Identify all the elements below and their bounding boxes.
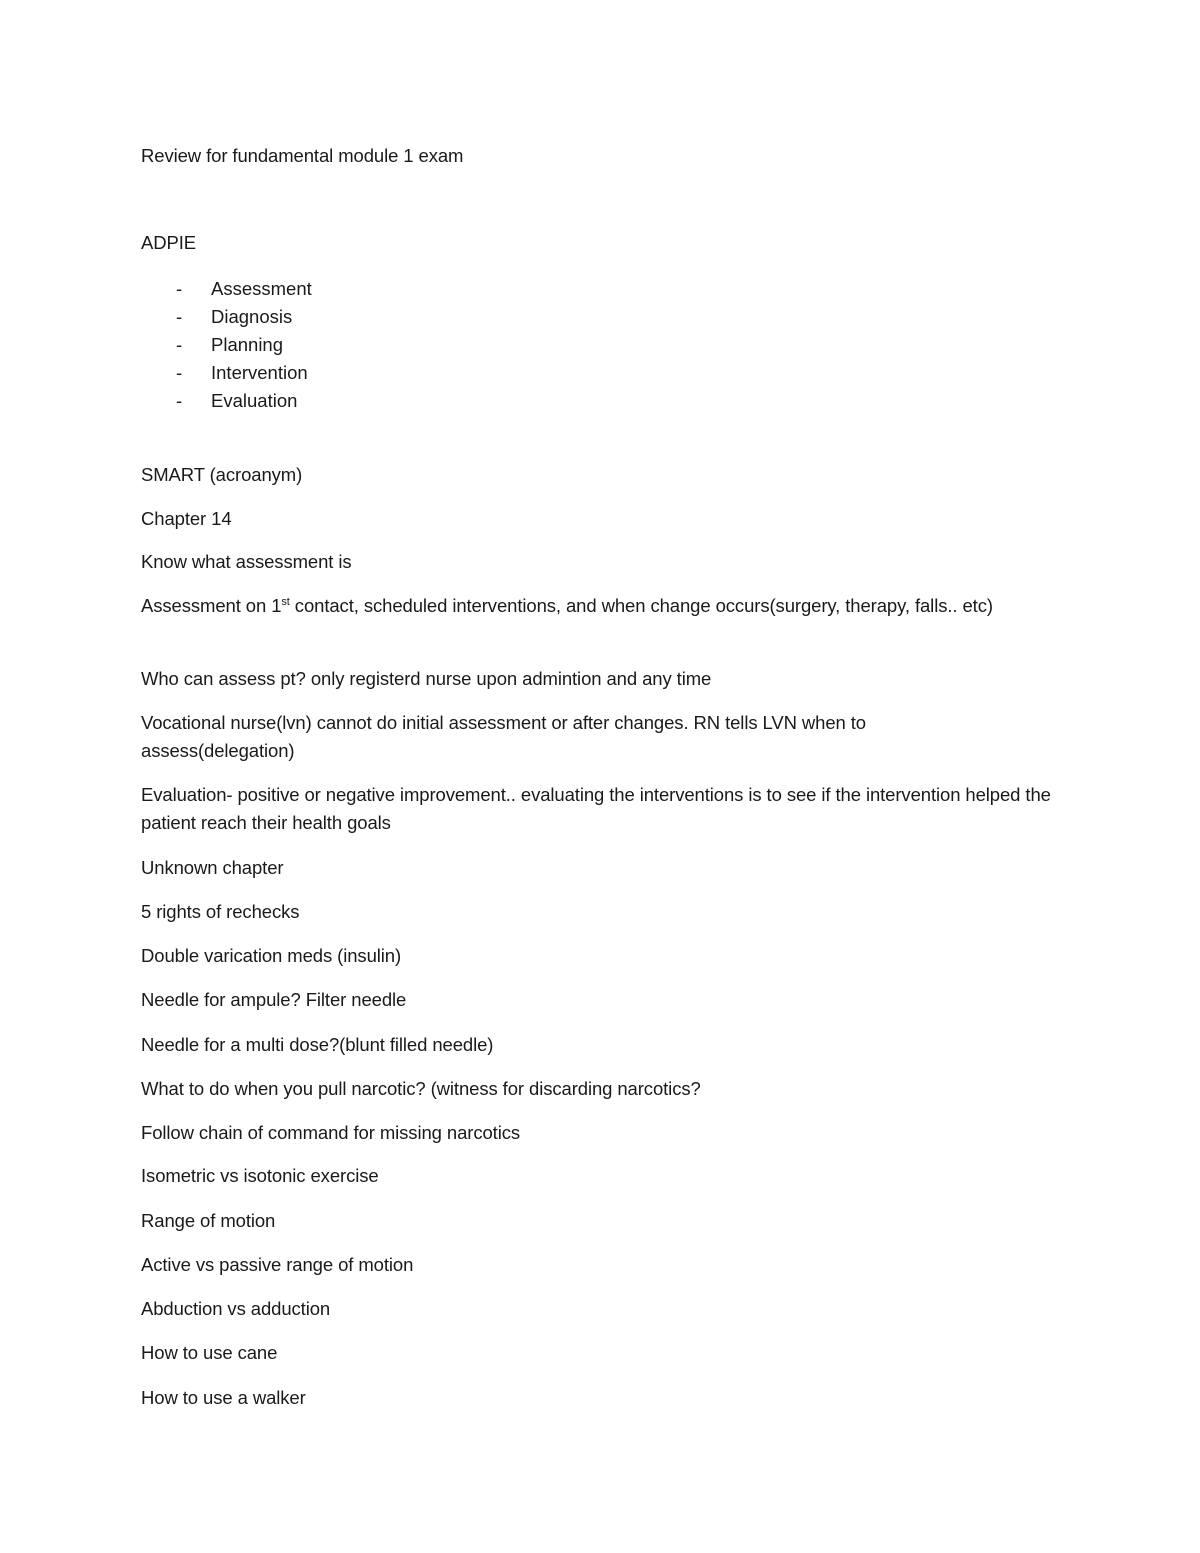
chapter-14-heading: Chapter 14 <box>141 508 232 529</box>
adpie-list-item <box>0 303 600 331</box>
chain-of-command-line: Follow chain of command for missing narcotics <box>141 1122 521 1143</box>
adpie-item-label: Planning <box>211 334 284 355</box>
assessment-contact-paragraph <box>141 592 1061 620</box>
active-passive-line: Active vs passive range of motion <box>141 1254 414 1275</box>
adpie-list-item <box>0 331 600 359</box>
know-assessment-line: Know what assessment is <box>141 551 352 572</box>
adpie-heading: ADPIE <box>141 232 197 253</box>
isometric-line: Isometric vs isotonic exercise <box>141 1165 379 1186</box>
pull-narcotic-line: What to do when you pull narcotic? (witness for discarding narcotics? <box>141 1078 701 1099</box>
needle-multi-dose-line: Needle for a multi dose?(blunt filled needle) <box>141 1034 494 1055</box>
adpie-list-item <box>0 275 600 303</box>
needle-ampule-line: Needle for ampule? Filter needle <box>141 989 407 1010</box>
assessment-contact-text: Assessment on 1 <box>141 595 282 616</box>
vocational-nurse-paragraph: Vocational nurse(lvn) cannot do initial assessment or after changes. RN tells LVN when to assess(delegation) <box>141 712 866 761</box>
adpie-item-label: Evaluation <box>211 390 298 411</box>
adpie-item-label: Diagnosis <box>211 306 293 327</box>
smart-line: SMART (acroanym) <box>141 464 303 485</box>
document-title: Review for fundamental module 1 exam <box>141 145 464 166</box>
five-rights-line: 5 rights of rechecks <box>141 901 300 922</box>
bullet-marker: - <box>176 334 183 355</box>
bullet-marker: - <box>176 390 183 411</box>
adpie-list-item <box>0 387 600 415</box>
ordinal-superscript: st <box>281 595 290 608</box>
unknown-chapter-heading: Unknown chapter <box>141 857 284 878</box>
adpie-item-label: Assessment <box>211 278 312 299</box>
adpie-item-label: Intervention <box>211 362 308 383</box>
adpie-list-item <box>0 359 600 387</box>
bullet-marker: - <box>176 362 183 383</box>
assessment-contact-rest: contact, scheduled interventions, and when change occurs(surgery, therapy, falls.. etc) <box>289 595 993 616</box>
walker-line: How to use a walker <box>141 1387 306 1408</box>
cane-line: How to use cane <box>141 1342 278 1363</box>
range-of-motion-line: Range of motion <box>141 1210 276 1231</box>
bullet-marker: - <box>176 278 183 299</box>
double-varication-line: Double varication meds (insulin) <box>141 945 402 966</box>
abduction-line: Abduction vs adduction <box>141 1298 331 1319</box>
who-can-assess-line: Who can assess pt? only registerd nurse upon admintion and any time <box>141 668 712 689</box>
bullet-marker: - <box>176 306 183 327</box>
evaluation-paragraph: Evaluation- positive or negative improvement.. evaluating the interventions is to see if the intervention helped the patient reach their health goals <box>141 784 1051 833</box>
